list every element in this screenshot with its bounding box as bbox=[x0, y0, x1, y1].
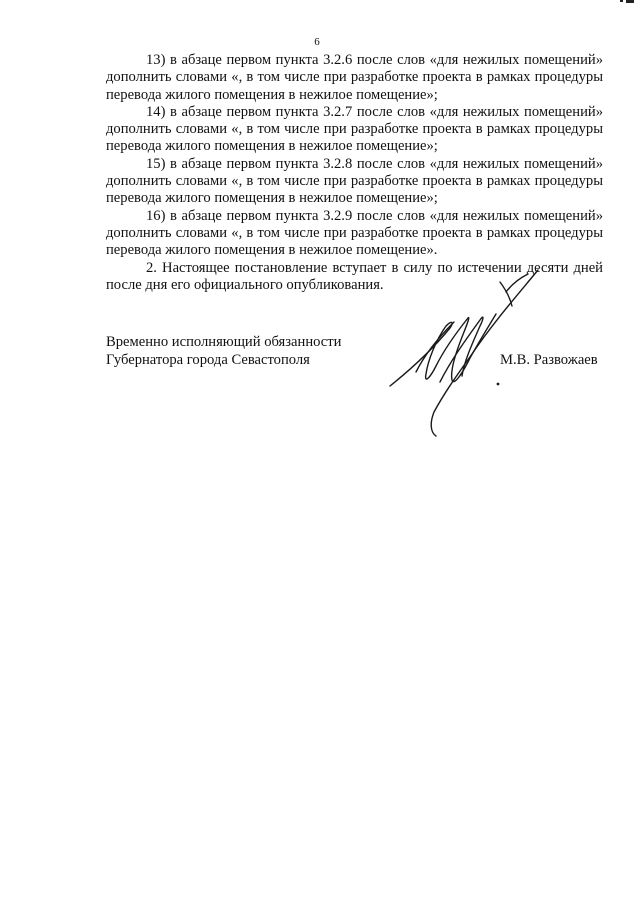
handwritten-signature-icon bbox=[380, 262, 550, 440]
document-body bbox=[106, 52, 603, 294]
paragraph-effective-date: 2. Настоящее постановление вступает в силу по истечении десяти дней после дня его официального опубликования. bbox=[106, 259, 603, 293]
paragraph-item-14: 14) в абзаце первом пункта 3.2.7 после слов «для нежилых помещений» дополнить словами «, в том числе при разработке проекта в рамках процедуры перевода жилого помещения в нежилое помещение»; bbox=[106, 103, 603, 155]
signer-title-line-2: Губернатора города Севастополя bbox=[106, 351, 310, 368]
paragraph-item-15: 15) в абзаце первом пункта 3.2.8 после слов «для нежилых помещений» дополнить словами «, в том числе при разработке проекта в рамках процедуры перевода жилого помещения в нежилое помещение»; bbox=[106, 155, 603, 207]
paragraph-item-16: 16) в абзаце первом пункта 3.2.9 после слов «для нежилых помещений» дополнить словами «, в том числе при разработке проекта в рамках процедуры перевода жилого помещения в нежилое помещение». bbox=[106, 207, 603, 259]
page-number: 6 bbox=[314, 36, 320, 48]
signer-title-line-1: Временно исполняющий обязанности bbox=[106, 334, 342, 350]
signer-name: М.В. Развожаев bbox=[500, 352, 598, 368]
corner-mark bbox=[620, 0, 634, 4]
signer-title bbox=[106, 334, 341, 369]
paragraph-item-13: 13) в абзаце первом пункта 3.2.6 после слов «для нежилых помещений» дополнить словами «, в том числе при разработке проекта в рамках процедуры перевода жилого помещения в нежилое помещение»; bbox=[106, 52, 603, 103]
